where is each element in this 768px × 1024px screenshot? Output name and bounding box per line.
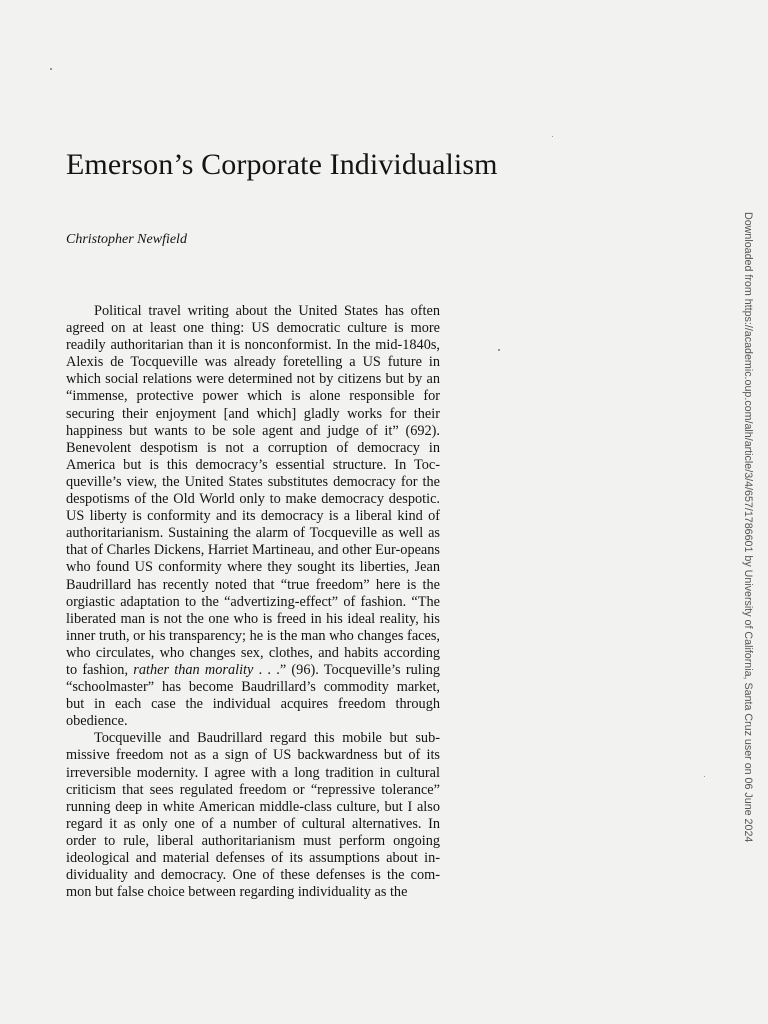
paragraph-1-emphasis: rather than morality — [133, 661, 254, 678]
paragraph-1-text: Political travel writing about the United States has often agreed on at least one thing: US democratic culture is more readily authoritarian than it is nonconformist. In the mid-1840s, Alexis de Tocqueville was already foretelling a US future in which social relations were determined not by citizens but by an “immense, protective power which is alone responsible for securing their enjoyment [and which] gladly works for their happiness but wants to be sole agent and judge of it” (692). Benevolent despotism is not a corruption of democracy in America but is this democracy’s essential structure. In Toc-queville’s view, the United States substitutes democracy for the despotisms of the Old World only to make democracy despotic. US liberty is conformity and its democracy is a liberal kind of authoritarianism. Sustaining the alarm of Tocqueville as well as that of Charles Dickens, Harriet Martineau, and other Eur-opeans who found US conformity where they sought its liberties, Jean Baudrillard has recently noted that “true freedom” here is the orgiastic adaptation to the “advertizing-effect” of fashion. “The liberated man is not the one who is freed in his ideal reality, his inner truth, or his transparency; he is the man who changes faces, who circulates, who changes sex, clothes, and habits according to fashion, — [66, 303, 440, 678]
paragraph-2: Tocqueville and Baudrillard regard this mobile but sub-missive freedom not as a sign of US backwardness but of its irreversible modernity. I agree with a long tradition in cultural criticism that sees regulated freedom or “repressive tolerance” running deep in white American middle-class culture, but I also regard it as only one of a number of cultural alternatives. In order to rule, liberal authoritarianism must perform ongoing ideological and material defenses of its assumptions about in-dividuality and democracy. One of these defenses is the com-mon but false choice between regarding individuality as the — [66, 730, 440, 901]
article-title — [66, 148, 498, 182]
article-body — [66, 303, 440, 901]
download-watermark — [740, 212, 756, 852]
scan-speck — [50, 68, 52, 70]
scan-speck — [498, 349, 500, 351]
article-author: Christopher Newfield — [66, 232, 187, 247]
paragraph-1-end: . . .” (96). Tocqueville’s ruling “schoolmaster” has become Baudrillard’s commodity market, but in each case the individual acquires freedom through obedience. — [66, 661, 440, 730]
article-title-text: Emerson’s Corporate Individualism — [66, 148, 498, 181]
scan-speck — [704, 776, 705, 777]
scan-speck — [552, 136, 553, 137]
download-watermark-text: Downloaded from https://academic.oup.com/alh/article/3/4/657/1786601 by University of California, Santa Cruz user on 06 June 2024 — [742, 212, 754, 843]
paragraph-1 — [66, 303, 440, 730]
